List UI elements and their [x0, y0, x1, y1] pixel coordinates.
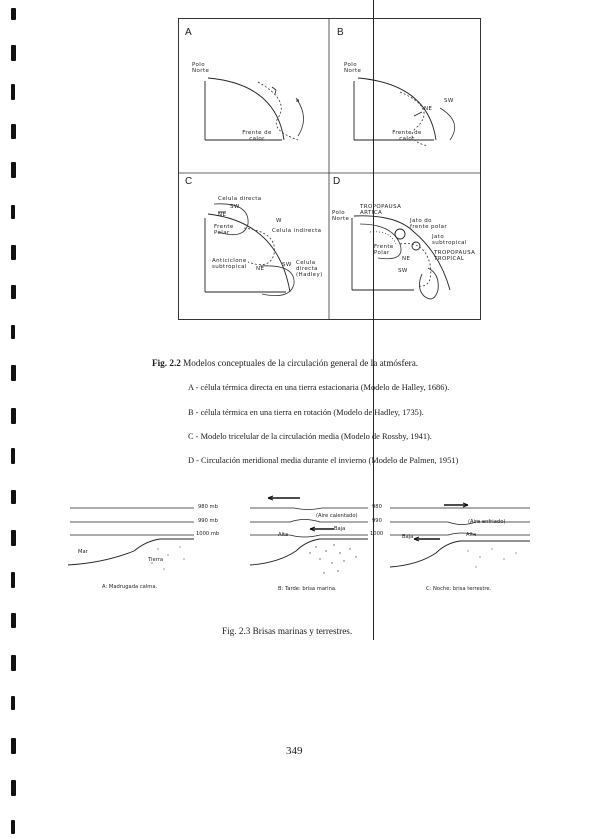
- binding-marks: [0, 0, 30, 838]
- panel-d-label-polar-jet: Jato do frente polar: [410, 218, 448, 230]
- label-aire-enfriado: (Aire enfriado): [468, 519, 506, 525]
- label-baja-c: Baja: [402, 534, 414, 540]
- fig-2-2-number: Fig. 2.2: [152, 358, 181, 368]
- isobar-label-1000-c: 1000: [370, 531, 384, 537]
- isobar-label-1000: 1000 mb: [196, 531, 220, 537]
- panel-d-label-subtropical-jet: Jato subtropical: [432, 234, 467, 246]
- fig-2-2-item-b: B - célula térmica en una tierra en rotación (Modelo de Hadley, 1735).: [188, 408, 424, 417]
- label-baja-b: Baja: [334, 526, 346, 532]
- figure-2-2: [178, 18, 481, 320]
- label-alta-c: Alta: [466, 532, 477, 538]
- panel-c-label-polar-front: Frente Polar: [214, 224, 234, 236]
- fig-2-3-title: Brisas marinas y terrestres.: [252, 626, 353, 636]
- panel-d-label-ne: NE: [402, 256, 411, 262]
- fig-2-2-item-c: C - Modelo tricelular de la circulación media (Modelo de Rossby, 1941).: [188, 432, 432, 441]
- panel-b-label-ne: NE: [424, 106, 433, 112]
- panel-b-letter: B: [337, 27, 344, 38]
- panel-b-label-pole: Polo Norte: [344, 62, 362, 74]
- panel-c-label-anticyclone: Anticiclone subtropical: [212, 258, 247, 270]
- fig-2-3-caption: [222, 626, 352, 636]
- panel-b-label-front: Frente de calor: [392, 130, 422, 142]
- panel-d-label-sw: SW: [398, 268, 408, 274]
- panel-c-letter: C: [185, 176, 193, 187]
- fig-2-2-caption: [152, 358, 418, 368]
- figure-2-2-drawing: [178, 18, 481, 320]
- label-mar: Mar: [78, 549, 88, 555]
- subcaption-a: A: Madrugada calma.: [102, 584, 158, 590]
- panel-d-label-tropical-tropopause: TROPOPAUSA TROPICAL: [434, 250, 476, 262]
- fig-2-2-item-d: D - Circulación meridional media durante el invierno (Modelo de Palmen, 1951): [188, 456, 459, 465]
- fig-2-3-number: Fig. 2.3: [222, 626, 251, 636]
- panel-a-label-front: Frente de calor: [242, 130, 272, 142]
- label-aire-calentado: (Aire calentado): [316, 513, 358, 519]
- panel-c-label-ne-2: NE: [256, 266, 265, 272]
- panel-d-letter: D: [333, 176, 341, 187]
- label-alta-b: Alta: [278, 532, 289, 538]
- figure-2-3: [64, 493, 534, 598]
- panel-d-label-arctic-tropopause: TROPOPAUSA ARTICA: [360, 204, 402, 216]
- subcaption-c: C: Noche: brisa terrestre.: [426, 586, 492, 592]
- panel-c-label-w: W: [276, 218, 282, 224]
- label-tierra: Tierra: [148, 557, 163, 563]
- panel-a-label-pole: Polo Norte: [192, 62, 210, 74]
- panel-d-label-polar-front: Frente Polar: [374, 244, 394, 256]
- panel-b-label-sw: SW: [444, 98, 454, 104]
- isobar-label-980: 980 mb: [198, 504, 218, 510]
- panel-a-letter: A: [185, 27, 192, 38]
- figure-2-3-drawing: [64, 493, 534, 598]
- isobar-label-990-c: 990: [372, 518, 382, 524]
- panel-c-label-cell-direct: Celula directa: [218, 196, 262, 202]
- page-number: 349: [286, 745, 303, 757]
- panel-a-label-a: a: [296, 98, 300, 104]
- panel-c-label-cell-indirect: Celula indirecta: [272, 228, 322, 234]
- panel-c-label-hadley: Celula directa (Hadley): [296, 260, 323, 278]
- isobar-label-980-c: 980: [372, 504, 382, 510]
- isobar-label-990: 990 mb: [198, 518, 218, 524]
- fig-2-2-title: Modelos conceptuales de la circulación general de la atmósfera.: [183, 358, 419, 368]
- panel-c-label-sw: SW: [230, 204, 240, 210]
- subcaption-b: B: Tarde: brisa marina.: [278, 586, 337, 592]
- panel-c-label-sw-2: SW: [282, 262, 292, 268]
- panel-d-label-pole: Polo Norte: [332, 210, 350, 222]
- panel-c-label-ne: NE: [218, 212, 227, 218]
- fig-2-2-item-a: A - célula térmica directa en una tierra estacionaria (Modelo de Halley, 1686).: [188, 383, 450, 392]
